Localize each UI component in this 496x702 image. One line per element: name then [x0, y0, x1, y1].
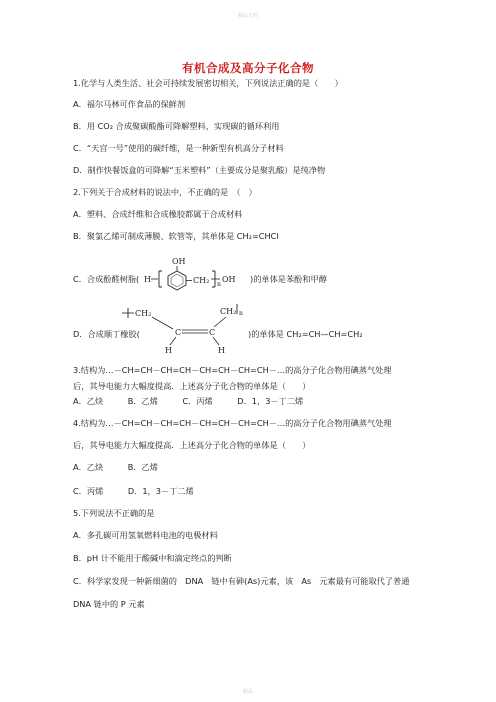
formula-c-h-open: H [144, 275, 151, 284]
formula-d-h1: H [165, 346, 172, 355]
formula-c-left-bracket [159, 271, 162, 287]
formula-c-ch2: CH₂ [193, 276, 210, 285]
formula-d-subscript-n: n [239, 310, 243, 317]
phenolic-resin-formula [138, 254, 250, 294]
q1-option-d: D．制作快餐饭盒的可降解“玉米塑料”（主要成分是聚乳酸）是纯净物 [73, 165, 326, 175]
header-watermark: 精品文档 [237, 13, 258, 19]
q4-options-cd: C．丙烯 D．1，3－丁二烯 [73, 486, 194, 496]
formula-d-bond-c1-h [170, 337, 176, 345]
q3-options: A．乙炔 B．乙烯 C．丙烯 D．1，3－丁二烯 [73, 396, 304, 406]
formula-d-h2: H [218, 346, 225, 355]
q3-stem-line1: 3.结构为…－CH=CH－CH=CH－CH=CH－CH=CH－…的高分子化合物用碘蒸气处理 [73, 365, 392, 375]
q4-stem-line2: 后，其导电能力大幅度提高．上述高分子化合物的单体是（ ） [73, 440, 311, 450]
q1-option-b: B．用 CO₂ 合成聚碳酸酯可降解塑料，实现碳的循环利用 [73, 121, 280, 131]
formula-c-subscript-n: n [217, 281, 221, 288]
q5-option-a: A．多孔碳可用氢氧燃料电池的电极材料 [73, 530, 218, 540]
formula-d-bond-c2-h [213, 337, 219, 345]
formula-c-oh-top: OH [172, 257, 186, 266]
formula-d-bond-c2-ch2 [214, 317, 226, 327]
q2-option-d-prefix: D．合成顺丁橡胶( [73, 329, 140, 339]
formula-d-c1: C [175, 328, 182, 337]
formula-d-c2: C [209, 328, 216, 337]
cis-polybutadiene-formula [116, 302, 248, 356]
q4-options-ab: A．乙炔 B．乙烯 [73, 462, 158, 472]
q5-option-b: B．pH 计不能用于酸碱中和滴定终点的判断 [73, 553, 232, 563]
formula-d-ch2-left: CH₂ [135, 309, 152, 318]
formula-d-bond-ch2-c1 [152, 317, 173, 329]
q2-option-a: A．塑料、合成纤维和合成橡胶都属于合成材料 [73, 209, 243, 219]
formula-d-ch2-right: CH₂ [220, 307, 237, 316]
q2-stem: 2.下列关于合成材料的说法中，不正确的是 （ ） [73, 187, 257, 197]
q1-option-c: C．“天宫一号”使用的碳纤维，是一种新型有机高分子材料 [73, 143, 284, 153]
q2-option-b: B．聚氯乙烯可制成薄膜、软管等，其单体是 CH₂=CHCl [73, 231, 279, 241]
q5-option-c-continued: DNA 链中的 P 元素 [73, 599, 145, 609]
q5-stem: 5.下列说法不正确的是 [73, 508, 155, 518]
q2-option-c-suffix: )的单体是苯酚和甲醇 [250, 274, 327, 284]
q2-option-d-suffix: )的单体是 CH₂=CH—CH=CH₂ [248, 329, 363, 339]
q5-option-c: C．科学家发现一种新细菌的 DNA 链中有砷(As)元素，该 As 元素最有可能取代了普通 [73, 576, 410, 586]
q3-stem-line2: 后，其导电能力大幅度提高．上述高分子化合物的单体是（ ） [73, 381, 311, 391]
benzene-ring-inner-icon [171, 274, 183, 287]
q1-option-a: A．福尔马林可作食品的保鲜剂 [73, 99, 186, 109]
q4-stem-line1: 4.结构为…－CH=CH－CH=CH－CH=CH－CH=CH－…的高分子化合物用碘蒸气处理 [73, 418, 392, 428]
formula-c-oh-end: OH [222, 275, 236, 284]
page-title: 有机合成及高分子化合物 [182, 61, 314, 75]
footer-watermark: 精品 [242, 689, 253, 695]
q2-option-c-prefix: C．合成酚醛树脂( [73, 274, 140, 284]
q1-stem: 1.化学与人类生活、社会可持续发展密切相关，下列说法正确的是（ ） [73, 78, 343, 88]
